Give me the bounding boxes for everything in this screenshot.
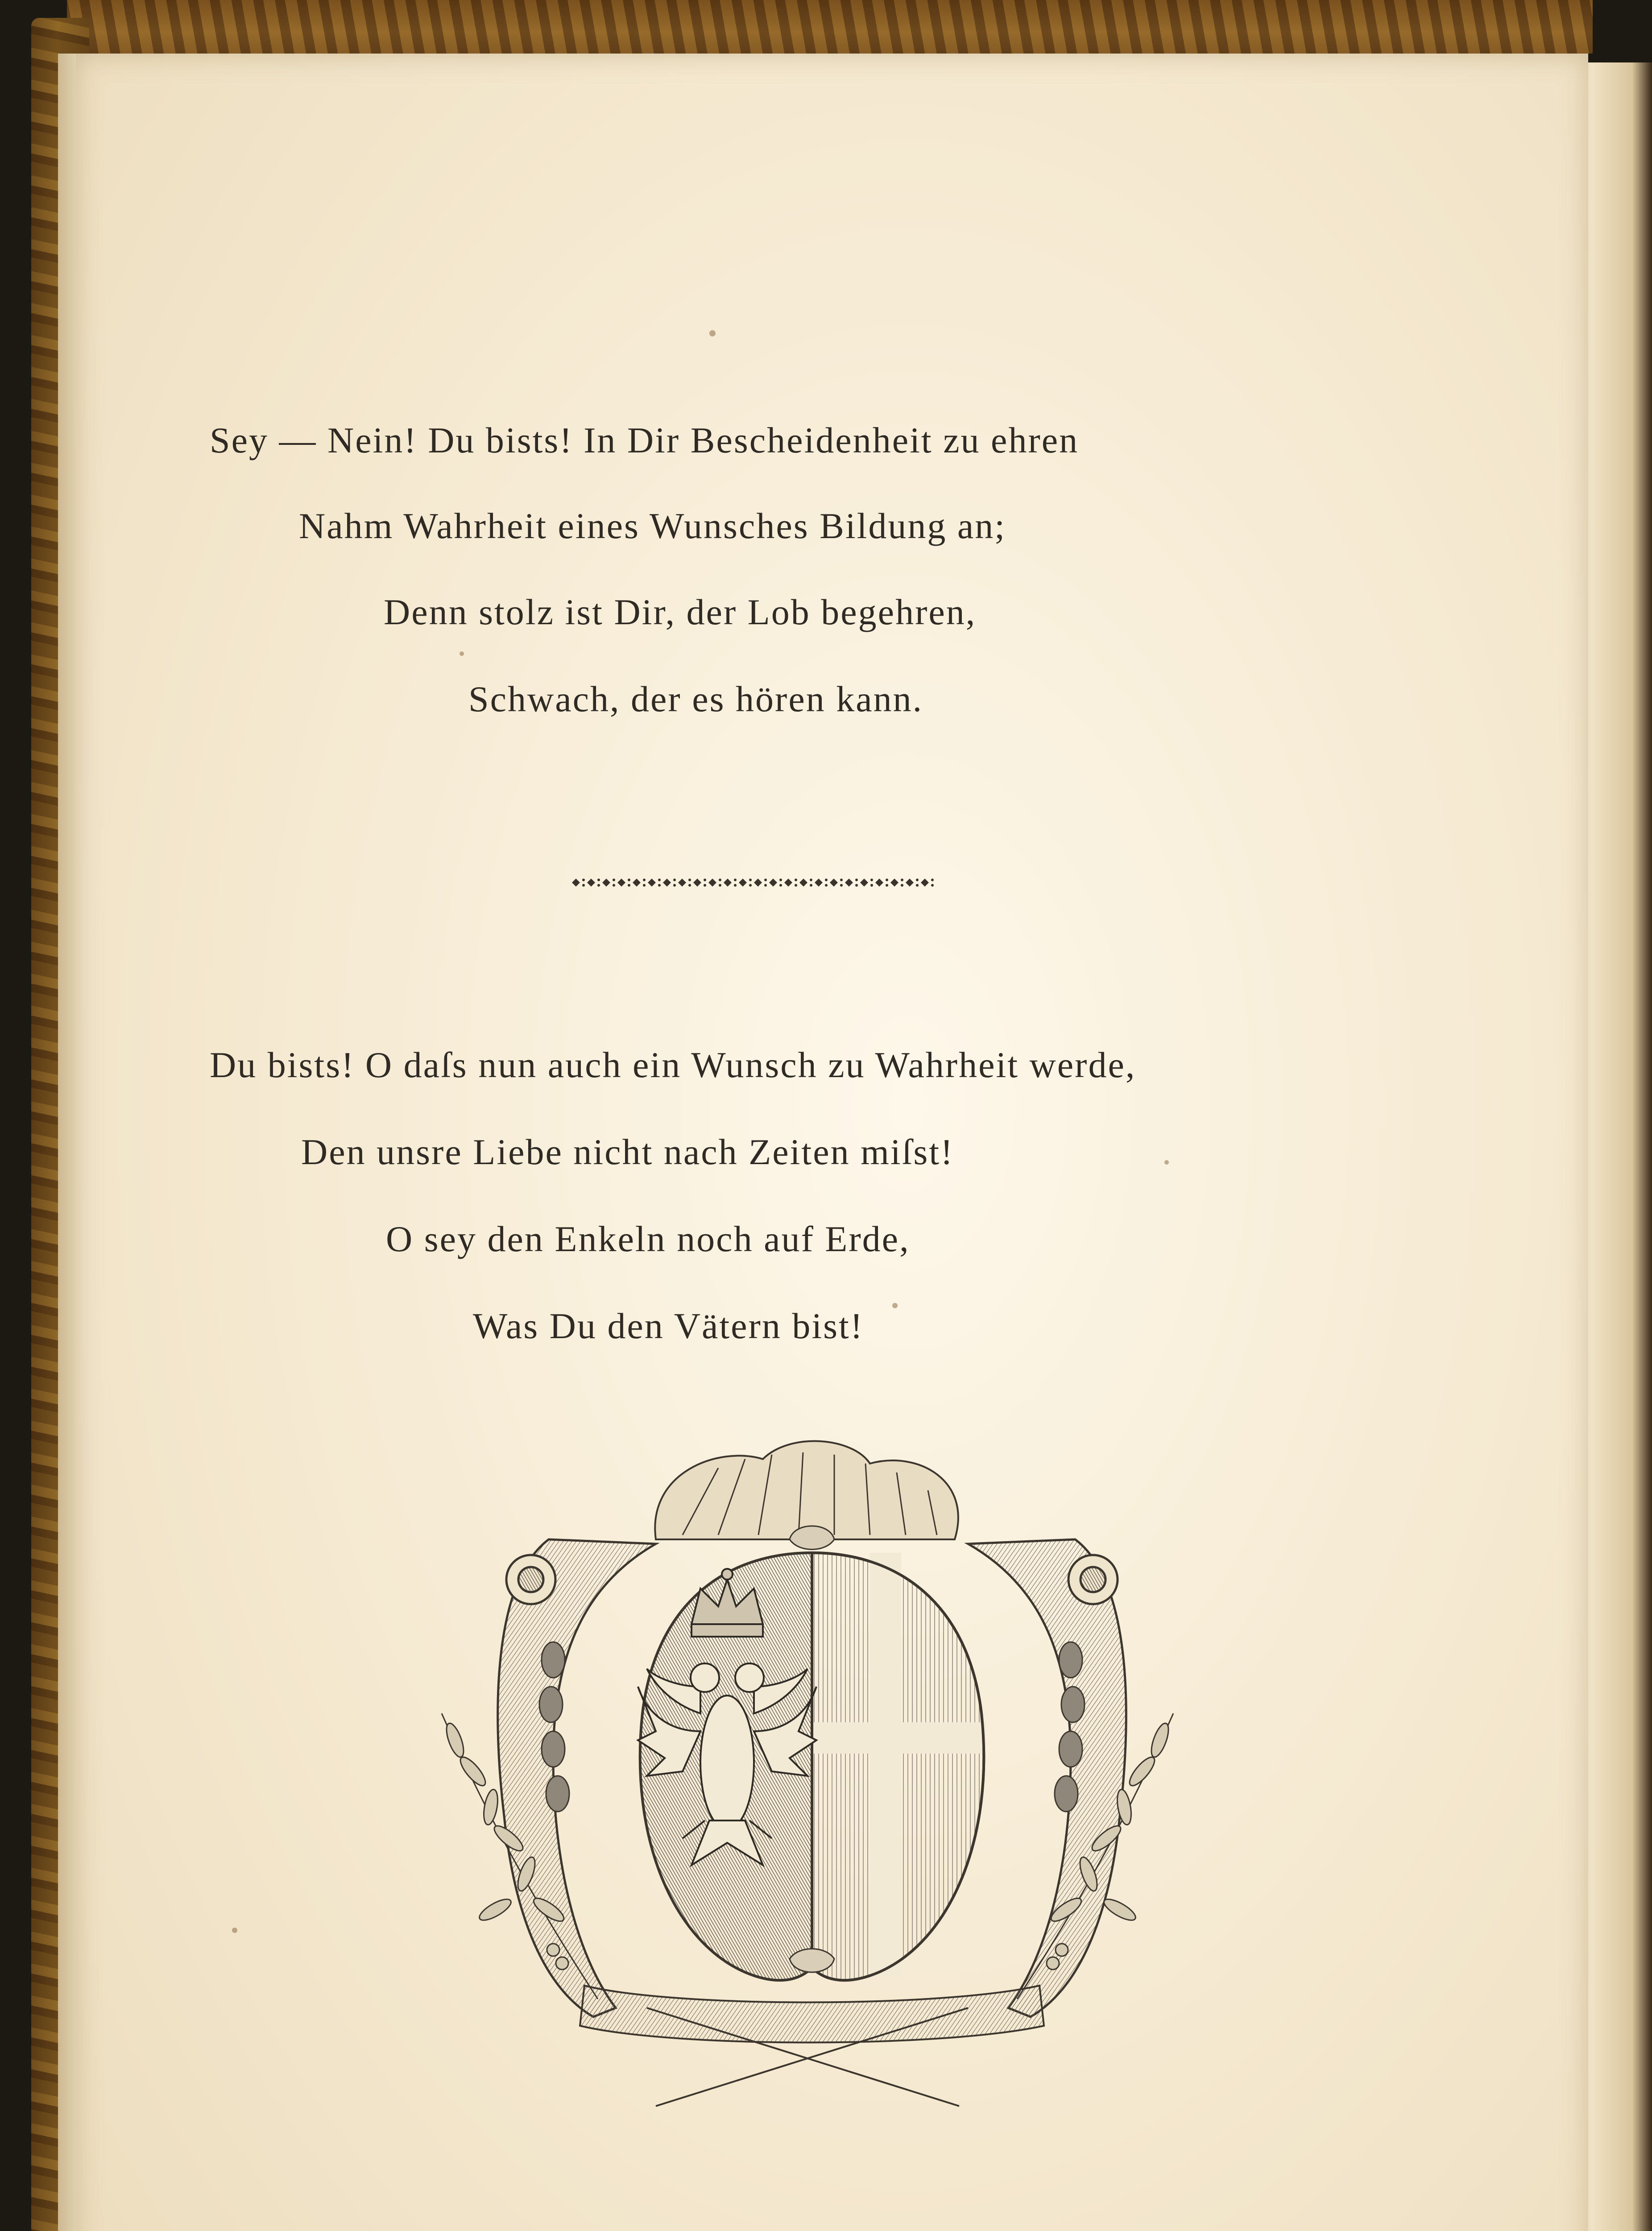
- decorative-rule-icon: [567, 874, 946, 892]
- paper-speck: [232, 1928, 237, 1933]
- paper-speck: [1164, 1160, 1169, 1165]
- book-binding-top: [67, 0, 1593, 54]
- shell-crest: [655, 1441, 958, 1539]
- poem-line: Den unsre Liebe nicht nach Zeiten miſst!: [301, 1132, 954, 1172]
- poem-line: Du bists! O daſs nun auch ein Wunsch zu Wahrheit werde,: [210, 1045, 1136, 1085]
- poem-line: Denn stolz ist Dir, der Lob begehren,: [384, 592, 977, 632]
- bottom-scroll: [580, 1986, 1044, 2106]
- paper-speck: [892, 1303, 898, 1308]
- coat-of-arms-icon: [406, 1392, 1209, 2124]
- shield-right: [812, 1553, 986, 1980]
- poem-line: Nahm Wahrheit eines Wunsches Bildung an;: [299, 506, 1006, 546]
- poem-line: Was Du den Vätern bist!: [473, 1306, 864, 1346]
- book-page: [76, 54, 1588, 2231]
- poem-line: Schwach, der es hören kann.: [468, 679, 923, 719]
- poem-line: O sey den Enkeln noch auf Erde,: [386, 1219, 910, 1259]
- poem-line: Sey — Nein! Du bists! In Dir Bescheidenheit zu ehren: [210, 420, 1079, 460]
- paper-speck: [709, 330, 716, 336]
- paper-speck: [460, 651, 464, 656]
